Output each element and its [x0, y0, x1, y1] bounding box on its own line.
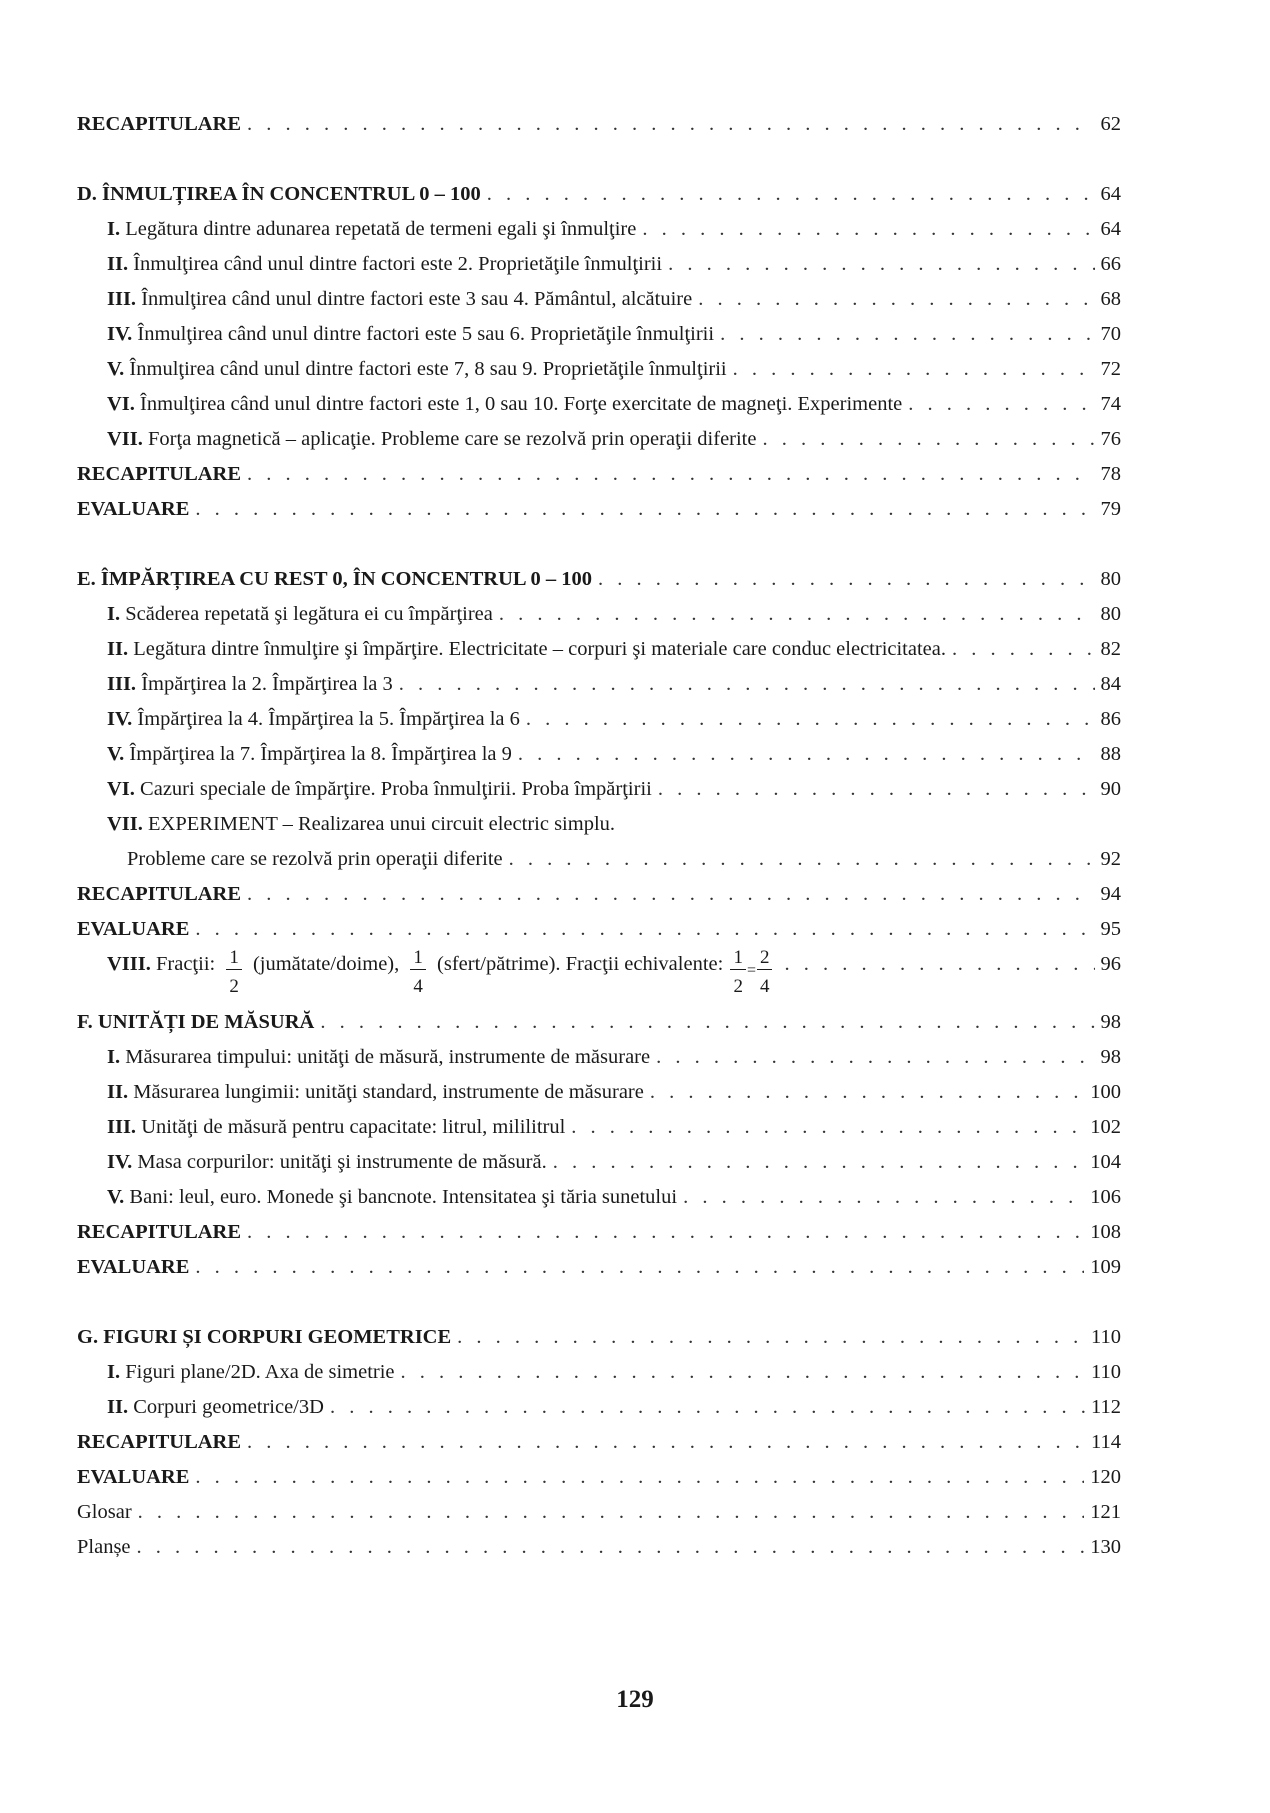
dot-leader: [598, 562, 1094, 597]
toc-entry-title: [107, 1145, 547, 1180]
toc-entry-text: Legătura dintre înmulţire şi împărţire. Electricitate – corpuri şi materiale care conduc electricitatea.: [133, 638, 946, 660]
dot-leader: [247, 877, 1094, 912]
toc-entry-title: [77, 562, 592, 597]
dot-leader: [247, 457, 1094, 492]
toc-entry[interactable]: [77, 667, 1121, 702]
toc-entry-text: RECAPITULARE: [77, 463, 242, 485]
dot-leader: [683, 1180, 1084, 1215]
toc-entry-text: RECAPITULARE: [77, 113, 242, 135]
toc-entry-text: F. UNITĂȚI DE MĂSURĂ: [77, 1011, 315, 1033]
toc-entry-number: I.: [107, 1361, 121, 1383]
toc-entry-title: [107, 1355, 395, 1390]
toc-entry-number: VI.: [107, 778, 135, 800]
toc-entry-title: [107, 247, 662, 282]
toc-entry-title: [127, 842, 503, 877]
toc-entry-text: Măsurarea timpului: unităţi de măsură, instrumente de măsurare: [125, 1046, 651, 1068]
toc-entry[interactable]: [77, 282, 1121, 317]
toc-entry-text: Scăderea repetată şi legătura ei cu împărţirea: [125, 603, 493, 625]
toc-page-number: 106: [1090, 1186, 1121, 1208]
dot-leader: [908, 387, 1094, 422]
dot-leader: [137, 1530, 1085, 1565]
toc-page-number: 110: [1091, 1361, 1121, 1383]
toc-page-number: 62: [1100, 113, 1121, 135]
toc-entry-title: [107, 1180, 677, 1215]
toc-page-number: 78: [1100, 463, 1121, 485]
toc-page-number: 104: [1090, 1151, 1121, 1173]
toc-entry-title: [107, 702, 520, 737]
fraction-numerator: 1: [229, 947, 239, 968]
toc-page-number: 84: [1100, 673, 1121, 695]
toc-page-number: 86: [1100, 708, 1121, 730]
toc-entry[interactable]: [77, 317, 1121, 352]
toc-entry-number: II.: [107, 1081, 129, 1103]
dot-leader: [195, 492, 1094, 527]
dot-leader: [762, 422, 1094, 457]
fraction-half-text: (jumătate/doime),: [252, 953, 400, 975]
dot-leader: [487, 177, 1095, 212]
fraction-equivalent-right: [757, 947, 773, 1004]
toc-entry[interactable]: [77, 1250, 1121, 1285]
toc-entry[interactable]: [77, 1005, 1121, 1040]
toc-entry[interactable]: [77, 1495, 1121, 1530]
dot-leader: [526, 702, 1095, 737]
toc-entry-number: III.: [107, 673, 137, 695]
dot-leader: [553, 1145, 1085, 1180]
fraction-equivalent-left: [730, 947, 746, 1004]
toc-entry-number: V.: [107, 1186, 125, 1208]
toc-entry-text: Corpuri geometrice/3D: [133, 1396, 324, 1418]
toc-entry-number: VII.: [107, 813, 143, 835]
toc-entry-text: Forţa magnetică – aplicaţie. Probleme care se rezolvă prin operaţii diferite: [148, 428, 757, 450]
toc-entry-title: [77, 492, 189, 527]
toc-page-number: 102: [1090, 1116, 1121, 1138]
toc-entry-title: [77, 1530, 131, 1565]
toc-entry-text: Înmulţirea când unul dintre factori este 1, 0 sau 10. Forţe exercitate de magneţi. Experimente: [140, 393, 903, 415]
dot-leader: [247, 1425, 1085, 1460]
toc-entry[interactable]: [77, 212, 1121, 247]
fraction-denominator: 4: [413, 976, 423, 997]
toc-entry-text: Împărţirea la 2. Împărţirea la 3: [141, 673, 393, 695]
toc-page-number: 100: [1090, 1081, 1121, 1103]
toc-entry-title: [107, 667, 393, 702]
toc-entry-number: IV.: [107, 708, 133, 730]
toc-entry[interactable]: [77, 457, 1121, 492]
toc-entry-title: [77, 1320, 451, 1355]
fraction-one-half: [226, 947, 242, 1004]
dot-leader: [571, 1110, 1084, 1145]
toc-entry-number: I.: [107, 218, 121, 240]
toc-entry[interactable]: [77, 877, 1121, 912]
toc-page-number: 121: [1090, 1501, 1121, 1523]
toc-entry[interactable]: [77, 1530, 1121, 1565]
toc-entry-fractions[interactable]: [77, 947, 1121, 1005]
dot-leader: [195, 912, 1094, 947]
toc-page-number: 98: [1100, 1011, 1121, 1033]
toc-entry-text: EVALUARE: [77, 498, 190, 520]
toc-page-number: 114: [1091, 1431, 1121, 1453]
toc-page-number: 80: [1100, 568, 1121, 590]
toc-page-number: 64: [1100, 218, 1121, 240]
dot-leader: [509, 842, 1095, 877]
toc-entry-title: [107, 947, 778, 1004]
toc-page-number: 120: [1090, 1466, 1121, 1488]
toc-entry[interactable]: [77, 1320, 1121, 1355]
toc-page-number: 112: [1091, 1396, 1121, 1418]
toc-page-number: 94: [1100, 883, 1121, 905]
toc-entry-text: Înmulţirea când unul dintre factori este 5 sau 6. Proprietăţile înmulţirii: [137, 323, 715, 345]
dot-leader: [518, 737, 1095, 772]
toc-page-number: 72: [1100, 358, 1121, 380]
toc-entry-number: II.: [107, 253, 129, 275]
fraction-label: Fracţii:: [156, 953, 216, 975]
fraction-numerator: 1: [733, 947, 743, 968]
toc-page-number: 90: [1100, 778, 1121, 800]
dot-leader: [195, 1250, 1084, 1285]
toc-entry-text: Probleme care se rezolvă prin operaţii diferite: [127, 848, 503, 870]
toc-entry-title: [107, 282, 692, 317]
toc-entry-text: E. ÎMPĂRȚIREA CU REST 0, ÎN CONCENTRUL 0 – 100: [77, 568, 593, 590]
toc-entry[interactable]: [77, 737, 1121, 772]
fraction-one-quarter: [410, 947, 426, 1004]
toc-entry[interactable]: [77, 562, 1121, 597]
toc-entry-number: VI.: [107, 393, 135, 415]
dot-leader: [499, 597, 1095, 632]
toc-entry-title: [77, 1250, 189, 1285]
toc-part-1: [77, 107, 1121, 947]
toc-entry[interactable]: [77, 352, 1121, 387]
toc-page-number: 82: [1100, 638, 1121, 660]
toc-entry-number: VII.: [107, 428, 143, 450]
toc-entry[interactable]: [77, 1075, 1121, 1110]
dot-leader: [320, 1005, 1094, 1040]
fraction-denominator: 4: [759, 976, 770, 997]
toc-page-number: 98: [1100, 1046, 1121, 1068]
toc-entry[interactable]: [77, 632, 1121, 667]
toc-entry-text: Împărţirea la 7. Împărţirea la 8. Împărţirea la 9: [129, 743, 512, 765]
toc-entry-title: [107, 212, 636, 247]
toc-page-number: 88: [1100, 743, 1121, 765]
toc-entry-number: I.: [107, 1046, 121, 1068]
toc-page-number: 96: [1100, 953, 1121, 975]
toc-entry-number: II.: [107, 638, 129, 660]
toc-page-number: 68: [1100, 288, 1121, 310]
toc-entry-text: Figuri plane/2D. Axa de simetrie: [125, 1361, 395, 1383]
dot-leader: [733, 352, 1095, 387]
toc-entry-number: V.: [107, 358, 125, 380]
toc-entry-title: [107, 737, 512, 772]
toc-entry[interactable]: [77, 1180, 1121, 1215]
toc-entry[interactable]: [77, 1040, 1121, 1075]
toc-entry-text: EVALUARE: [77, 918, 190, 940]
toc-part-2: [77, 1005, 1121, 1565]
dot-leader: [668, 247, 1094, 282]
dot-leader: [656, 1040, 1094, 1075]
toc-entry[interactable]: [77, 772, 1121, 807]
toc-page-number: 64: [1100, 183, 1121, 205]
dot-leader: [247, 1215, 1084, 1250]
dot-leader: [720, 317, 1094, 352]
toc-entry-text: Înmulţirea când unul dintre factori este 2. Proprietăţile înmulţirii: [133, 253, 663, 275]
dot-leader: [401, 1355, 1085, 1390]
dot-leader: [952, 632, 1095, 667]
toc-entry-text: RECAPITULARE: [77, 1431, 242, 1453]
fraction-quarter-text: (sfert/pătrime). Fracţii echivalente:: [437, 953, 724, 975]
toc-entry-title: [77, 107, 241, 142]
toc-entry-text: Unităţi de măsură pentru capacitate: litrul, mililitrul: [141, 1116, 566, 1138]
toc-page-number: 74: [1100, 393, 1121, 415]
toc-entry-number: VIII.: [107, 953, 151, 975]
toc-entry-text: Planșe: [77, 1536, 131, 1558]
toc-entry-text: G. FIGURI ȘI CORPURI GEOMETRICE: [77, 1326, 452, 1348]
fraction-numerator: 1: [413, 947, 423, 968]
toc-entry-title: [77, 912, 189, 947]
toc-entry[interactable]: [77, 842, 1121, 877]
dot-leader: [399, 667, 1095, 702]
toc-entry-title: [107, 317, 714, 352]
toc-entry-text: Măsurarea lungimii: unităţi standard, instrumente de măsurare: [133, 1081, 644, 1103]
toc-entry[interactable]: [77, 422, 1121, 457]
toc-entry-title: [107, 387, 902, 422]
toc-entry-title: [107, 1075, 644, 1110]
toc-entry-number: IV.: [107, 323, 133, 345]
toc-entry-title: [107, 1110, 565, 1145]
toc-entry[interactable]: [77, 107, 1121, 142]
toc-entry[interactable]: [77, 597, 1121, 632]
toc-entry[interactable]: [77, 1110, 1121, 1145]
toc-entry-number: II.: [107, 1396, 129, 1418]
toc-entry-title: [107, 632, 946, 667]
toc-entry-title: [107, 1390, 324, 1425]
toc-page-number: 95: [1100, 918, 1121, 940]
toc-entry[interactable]: [77, 702, 1121, 737]
dot-leader: [650, 1075, 1084, 1110]
page-number-footer: 129: [616, 1686, 654, 1713]
toc-page-number: 80: [1100, 603, 1121, 625]
toc-entry-title: [77, 1495, 132, 1530]
toc-entry-text: EVALUARE: [77, 1256, 190, 1278]
toc-entry-title: [77, 1215, 241, 1250]
toc-entry-title: [107, 772, 652, 807]
toc-entry-text: Masa corpurilor: unităţi şi instrumente de măsură.: [137, 1151, 547, 1173]
toc-entry[interactable]: [77, 1425, 1121, 1460]
toc-entry-text: Împărţirea la 4. Împărţirea la 5. Împărţirea la 6: [137, 708, 520, 730]
dot-leader: [138, 1495, 1085, 1530]
toc-entry-text: Legătura dintre adunarea repetată de termeni egali şi înmulţire: [125, 218, 637, 240]
toc-entry[interactable]: [77, 1215, 1121, 1250]
fraction-denominator: 2: [733, 976, 743, 997]
toc-entry[interactable]: [77, 1355, 1121, 1390]
toc-entry-text: EXPERIMENT – Realizarea unui circuit electric simplu.: [148, 813, 616, 835]
dot-leader: [642, 212, 1094, 247]
toc-entry-text: RECAPITULARE: [77, 883, 242, 905]
dot-leader: [195, 1460, 1084, 1495]
dot-leader: [698, 282, 1094, 317]
toc-entry-title: [77, 457, 241, 492]
toc-entry-title: [77, 1460, 189, 1495]
toc-entry-text: Înmulţirea când unul dintre factori este 7, 8 sau 9. Proprietăţile înmulţirii: [129, 358, 727, 380]
equals-sign: =: [746, 962, 756, 979]
toc-entry-number: V.: [107, 743, 125, 765]
table-of-contents: [77, 107, 1121, 1565]
toc-entry-title: [77, 877, 241, 912]
toc-entry[interactable]: [77, 387, 1121, 422]
toc-entry-title: [77, 1005, 314, 1040]
toc-entry-title: [107, 807, 615, 842]
toc-entry-text: Înmulţirea când unul dintre factori este 3 sau 4. Pământul, alcătuire: [141, 288, 693, 310]
toc-page-number: 76: [1100, 428, 1121, 450]
dot-leader: [330, 1390, 1085, 1425]
toc-page-number: 130: [1090, 1536, 1121, 1558]
toc-entry-text: Cazuri speciale de împărţire. Proba înmulţirii. Proba împărţirii: [140, 778, 652, 800]
toc-entry-title: [77, 177, 481, 212]
toc-page-number: 66: [1100, 253, 1121, 275]
toc-page-number: 70: [1100, 323, 1121, 345]
dot-leader: [658, 772, 1095, 807]
toc-entry[interactable]: [77, 1145, 1121, 1180]
toc-entry[interactable]: [77, 1460, 1121, 1495]
fraction-numerator: 2: [759, 947, 770, 968]
dot-leader: [247, 107, 1094, 142]
toc-entry-number: III.: [107, 288, 137, 310]
toc-entry[interactable]: [77, 1390, 1121, 1425]
toc-entry[interactable]: [77, 247, 1121, 282]
fraction-denominator: 2: [229, 976, 239, 997]
toc-page-number: 108: [1090, 1221, 1121, 1243]
toc-entry-number: III.: [107, 1116, 137, 1138]
toc-entry-title: [107, 352, 727, 387]
toc-entry-number: IV.: [107, 1151, 133, 1173]
toc-entry-text: D. ÎNMULȚIREA ÎN CONCENTRUL 0 – 100: [77, 183, 481, 205]
toc-entry[interactable]: [77, 807, 1121, 842]
toc-entry-text: Bani: leul, euro. Monede şi bancnote. Intensitatea şi tăria sunetului: [129, 1186, 678, 1208]
toc-entry-title: [107, 1040, 650, 1075]
toc-entry-title: [107, 597, 493, 632]
toc-entry-title: [107, 422, 756, 457]
toc-entry[interactable]: [77, 492, 1121, 527]
toc-entry-text: Glosar: [77, 1501, 132, 1523]
toc-entry[interactable]: [77, 912, 1121, 947]
dot-leader: [457, 1320, 1085, 1355]
toc-entry-text: EVALUARE: [77, 1466, 190, 1488]
toc-page-number: 79: [1100, 498, 1121, 520]
toc-page-number: 109: [1090, 1256, 1121, 1278]
toc-page-number: 92: [1100, 848, 1121, 870]
toc-entry-number: I.: [107, 603, 121, 625]
dot-leader: [784, 947, 1094, 982]
toc-entry-text: RECAPITULARE: [77, 1221, 242, 1243]
toc-page-number: 110: [1091, 1326, 1121, 1348]
toc-entry[interactable]: [77, 177, 1121, 212]
toc-entry-title: [77, 1425, 241, 1460]
